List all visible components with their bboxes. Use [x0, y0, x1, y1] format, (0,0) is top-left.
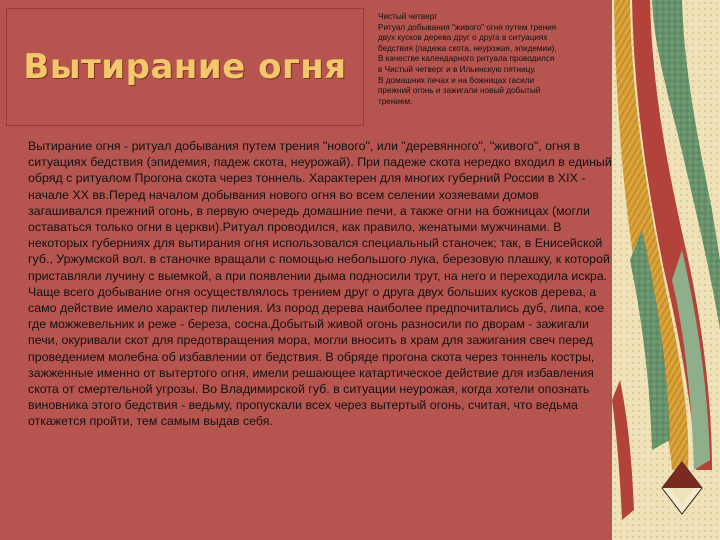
- note-line: трением.: [378, 96, 413, 106]
- note-line: Ритуал добывания "живого" огня путем трения: [378, 22, 557, 32]
- title-box: [6, 8, 364, 126]
- slide-title: Вытирание огня: [23, 47, 347, 87]
- note-line: В домашних печах и на божницах гасили: [378, 75, 535, 85]
- side-note: [378, 12, 610, 107]
- note-line: прежний огонь и зажигали новый добытый: [378, 86, 541, 96]
- note-line: двух кусков дерева друг о друга в ситуациях: [378, 33, 548, 43]
- note-line: В качестве календарного ритуала проводился: [378, 54, 555, 64]
- note-line: бедствия (падежа скота, неурожая, эпидемии).: [378, 43, 557, 53]
- note-line: в Чистый четверг и в Ильинскую пятницу.: [378, 64, 536, 74]
- decorative-border: [612, 0, 720, 540]
- body-text: Вытирание огня - ритуал добывания путем трения "нового", или "деревянного", "живого", огня в ситуациях бедствия (эпидемия, падеж скота, неурожай). При падеже скота нередко входил в единый обряд с ритуалом Прогона скота через тоннель. Характерен для многих губерний России в XIX - начале XX вв.Перед началом добывания нового огня во всем селении хозяевами домов загашивался прежний огонь, в первую очередь домашние печи, а также огни на божницах (могли оставаться только огни в церкви).Ритуал проводился, как правило, женатыми мужчинами. В некоторых губерниях для вытирания огня использовался специальный станочек; так, в Енисейской губ., Уржумской вол. в станочке вращали с помощью небольшого лука, березовую плашку, к которой приставляли лучину с выемкой, а при появлении дыма подносили трут, на него и переходила искра. Чаще всего добывание огня осуществлялось трением друг о друга двух больших кусков дерева, а само действие имело характер пиления. Из пород дерева наиболее предпочитались дуб, липа, кое где можжевельник и реже - береза, сосна.Добытый живой огонь разносили по дворам - зажигали печи, окуривали скот для предотвращения мора, могли вносить в храм для зажигания свеч перед проведением молебна об избавлении от бедствия. В обряде прогона скота через тоннель костры, зажженные именно от вытертого огня, имели решающее катартическое действие для избавления скота от смертельной угрозы. Во Владимирской губ. в ситуации неурожая, когда хотели опознать виновника этого бедствия - ведьму, пропускали всех через вытертый огонь, считая, что ведьма откажется пройти, тем самым выдав себя.: [28, 139, 612, 429]
- note-line: Чистый четверг: [378, 12, 438, 21]
